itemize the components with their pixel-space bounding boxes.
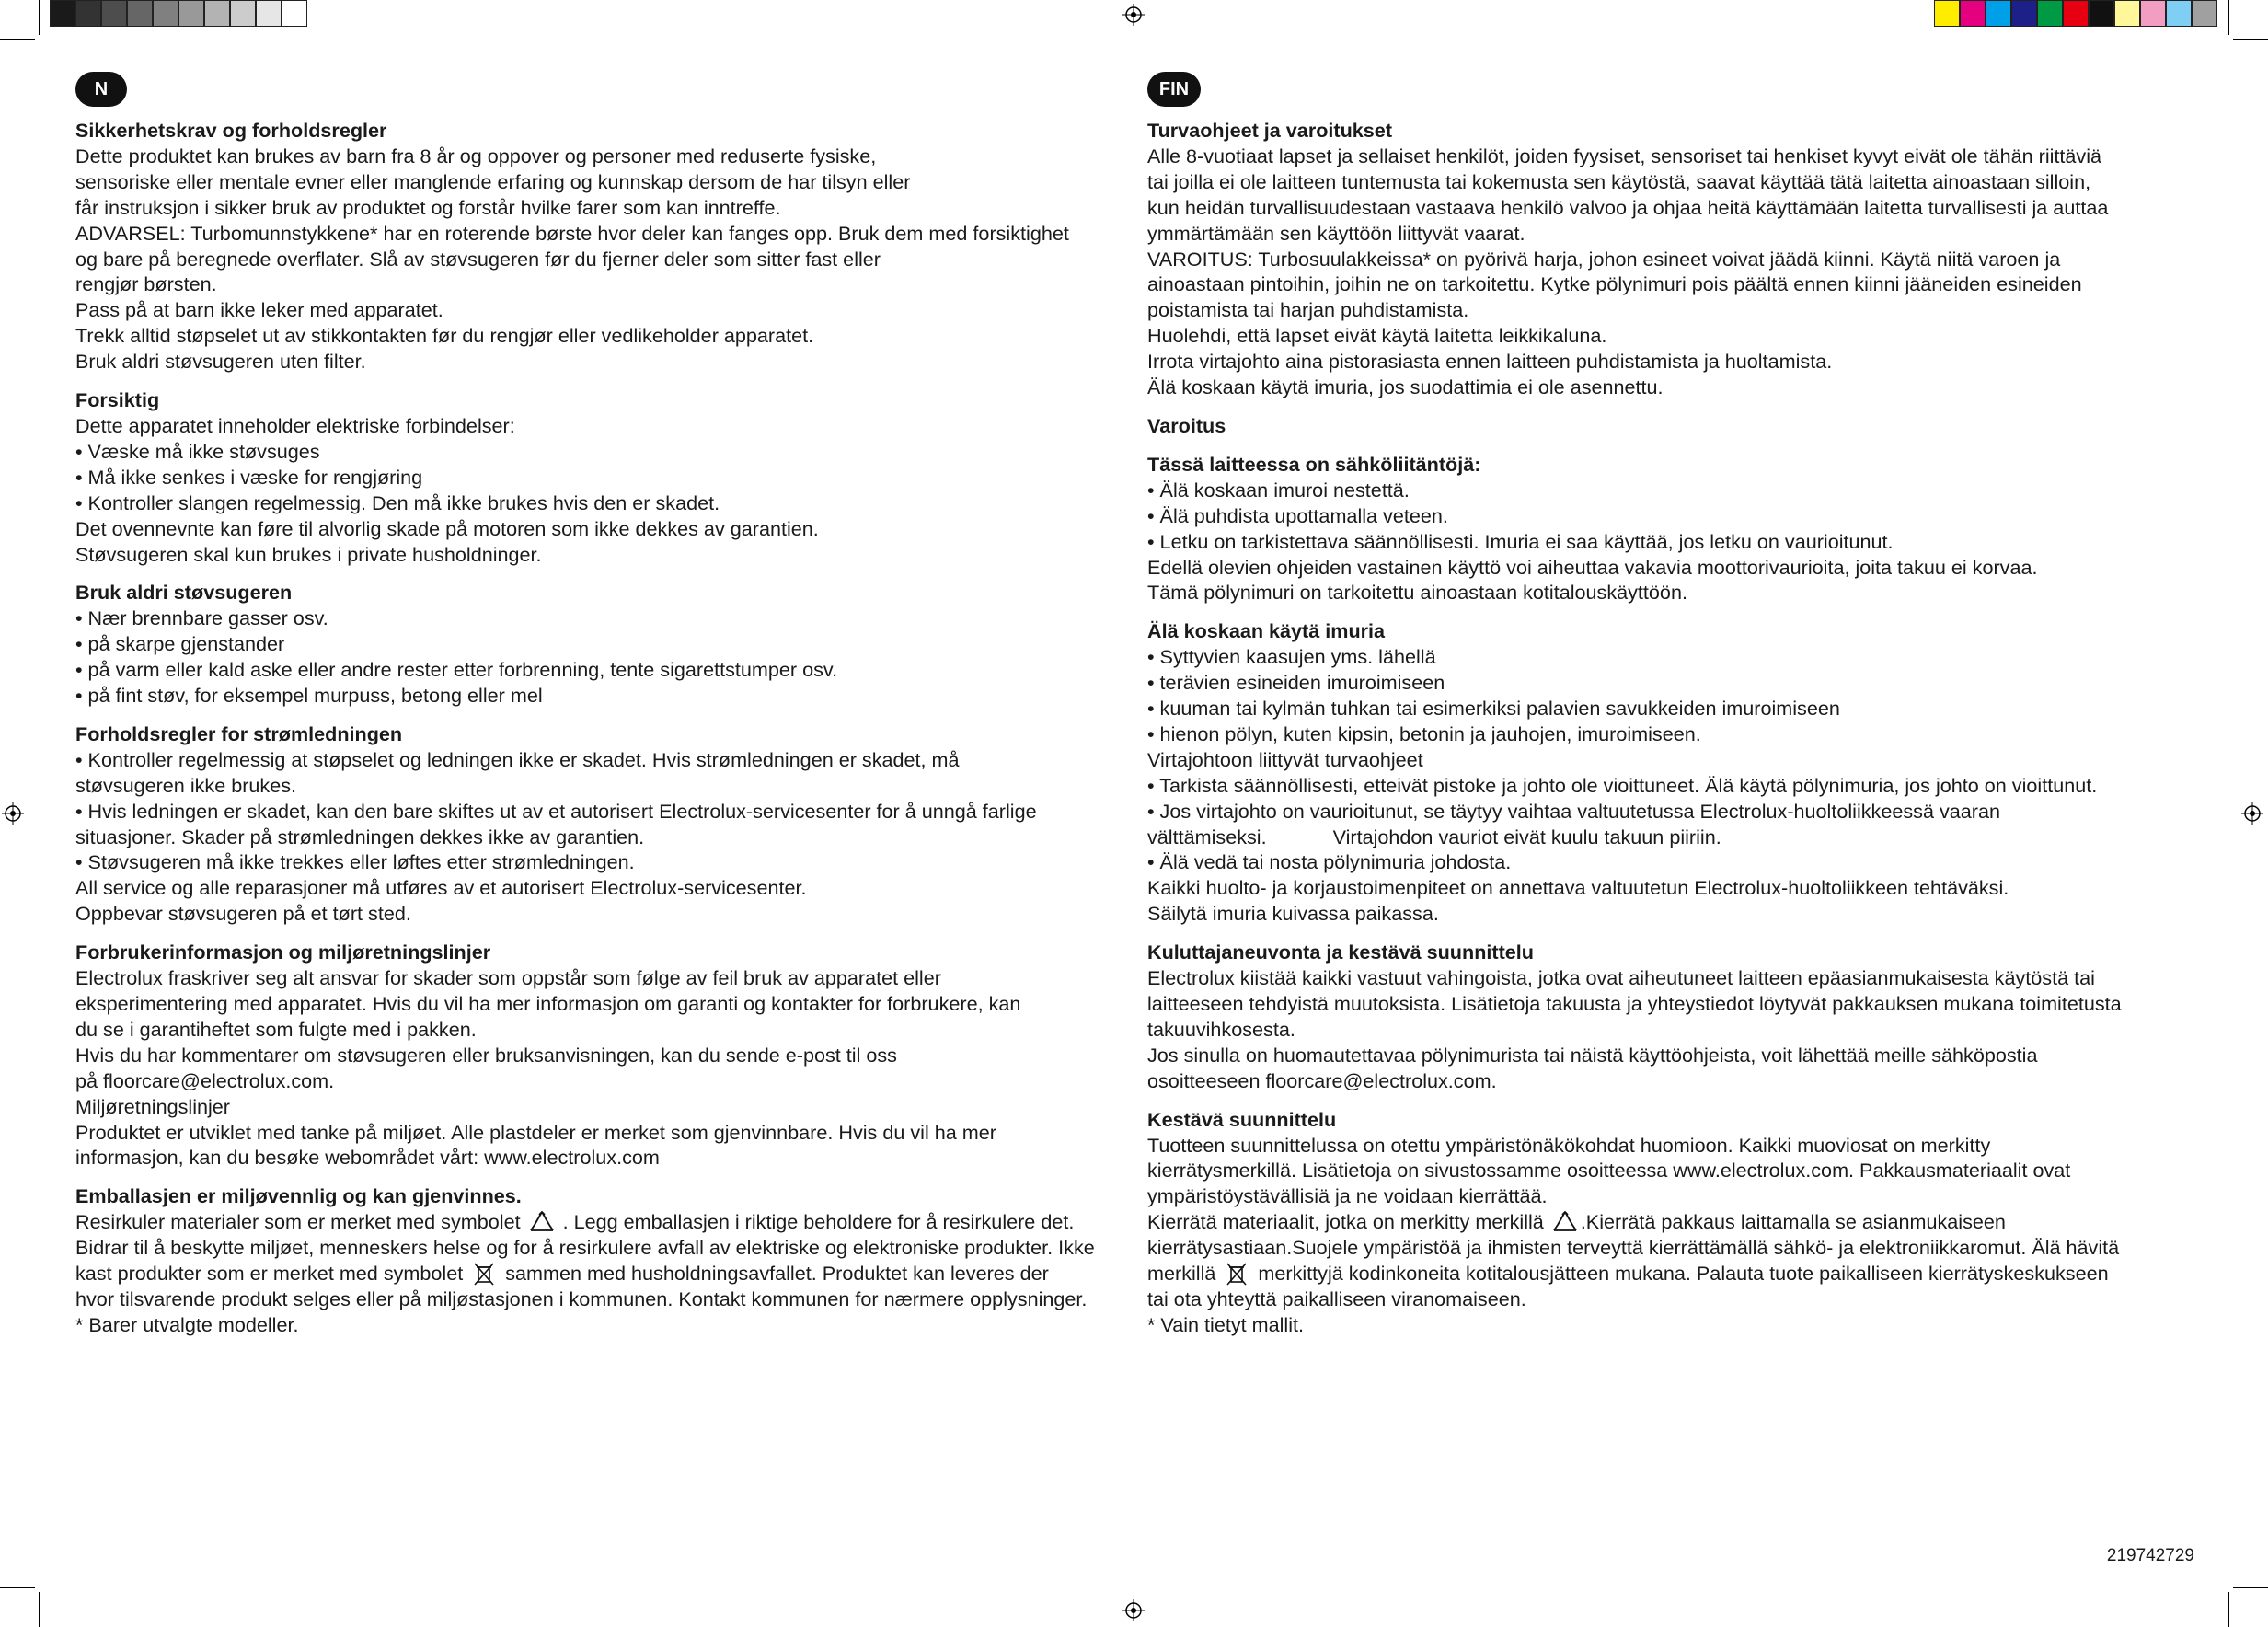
section [75,580,1124,709]
text-line: Huolehdi, että lapset eivät käytä laitetta leikkikaluna. [1147,324,1607,348]
text-line: • Hvis ledningen er skadet, kan den bare skiftes ut av et autorisert Electrolux-servicesenter for å unngå farlige [75,799,1037,823]
text-line: • på varm eller kald aske eller andre rester etter forbrenning, tente sigarettstumper osv. [75,658,838,682]
norwegian-column [75,72,1124,1351]
text-line: du se i garantiheftet som fulgte med i pakken. [75,1017,477,1041]
section-title: Forsiktig [75,388,160,412]
text-line: • på skarpe gjenstander [75,632,285,656]
text-line: Älä koskaan käytä imuria, jos suodattimia ei ole asennettu. [1147,375,1664,399]
weee-crossed-bin-icon [1221,1261,1252,1287]
color-swatch [1986,0,2011,27]
text-line: situasjoner. Skader på strømledningen dekkes ikke av garantien. [75,825,645,848]
text-line: Electrolux kiistää kaikki vastuut vahingoista, jotka ovat aiheutuneet laitteen epäasianmukaisesta käytöstä tai [1147,966,2095,990]
color-swatch [153,0,178,27]
text-line: Støvsugeren skal kun brukes i private husholdninger. [75,542,542,566]
norwegian-sections [75,118,1124,1171]
text-line: poistamista tai harjan puhdistamista. [1147,298,1469,322]
document-number: 219742729 [2106,1546,2194,1565]
text-line: Det ovennevnte kan føre til alvorlig skade på motoren som ikke dekkes av garantien. [75,516,819,540]
text-line: Alle 8-vuotiaat lapset ja sellaiset henkilöt, joiden fyysiset, sensoriset tai henkiset kyvyt eivät ole tähän riittäviä [1147,144,2102,167]
section [1147,118,2205,400]
section-title: Sikkerhetskrav og forholdsregler [75,119,387,142]
text-line: • Støvsugeren må ikke trekkes eller løftes etter strømledningen. [75,850,635,874]
text-line: og bare på beregnede overflater. Slå av støvsugeren før du fjerner deler som sitter fast eller [75,247,881,271]
text-line: kast produkter som er merket med symbolet sammen med husholdningsavfallet. Produktet kan leveres der [75,1262,1049,1286]
color-swatch [230,0,256,27]
color-calibration-strip [1934,0,2217,27]
color-swatch [2140,0,2166,27]
text-line: Produktet er utviklet med tanke på miljøet. Alle plastdeler er merket som gjenvinnbare. Hvis du vil ha mer [75,1120,996,1144]
text-line: Miljøretningslinjer [75,1094,230,1118]
text-line: välttämiseksi. Virtajohdon vauriot eivät kuulu takuun piiriin. [1147,825,1721,848]
text-line: • Syttyvien kaasujen yms. lähellä [1147,645,1436,669]
section-title: Varoitus [1147,413,1226,437]
section-title: Kestävä suunnittelu [1147,1107,1337,1131]
section [1147,413,2205,439]
language-badge: FIN [1147,72,1201,107]
sustainability-section [1147,1107,2205,1338]
registration-mark-icon [1122,4,1145,26]
text-line: All service og alle reparasjoner må utføres av et autorisert Electrolux-servicesenter. [75,876,807,900]
text-line: merkillä merkittyjä kodinkoneita kotitalousjätteen mukana. Palauta tuote paikalliseen kierrätyskeskukseen [1147,1262,2109,1286]
color-swatch [1960,0,1986,27]
section [75,387,1124,567]
text-line: informasjon, kan du besøke webområdet vårt: www.electrolux.com [75,1146,660,1170]
section-title: Forbrukerinformasjon og miljøretningslinjer [75,940,491,964]
text-line: Hvis du har kommentarer om støvsugeren eller bruksanvisningen, kan du sende e-post til oss [75,1043,897,1067]
finnish-column [1147,72,2205,1351]
recycle-icon [1549,1209,1581,1235]
crop-mark [0,1587,35,1588]
text-line: • kuuman tai kylmän tuhkan tai esimerkiksi palavien savukkeiden imuroimiseen [1147,697,1840,721]
text-line: • Nær brennbare gasser osv. [75,606,328,630]
language-badge: N [75,72,127,107]
color-swatch [2011,0,2037,27]
color-swatch [50,0,75,27]
section-title: Emballasjen er miljøvennlig og kan gjenvinnes. [75,1184,522,1208]
crop-mark [0,39,35,40]
text-line: • Letku on tarkistettava säännöllisesti. Imuria ei saa käyttää, jos letku on vaurioitunut. [1147,529,1894,553]
text-line: • Må ikke senkes i væske for rengjøring [75,465,423,489]
text-line: • på fint støv, for eksempel murpuss, betong eller mel [75,684,543,708]
color-swatch [282,0,307,27]
text-line: Säilytä imuria kuivassa paikassa. [1147,902,1439,926]
color-swatch [2114,0,2140,27]
section-title: Forholdsregler for strømledningen [75,721,403,745]
color-swatch [178,0,204,27]
crop-mark [39,0,40,35]
registration-mark-icon [2241,802,2263,825]
finnish-sections [1147,118,2205,1094]
color-swatch [2192,0,2217,27]
text-line: • Væske må ikke støvsuges [75,439,320,463]
text-line: Virtajohtoon liittyvät turvaohjeet [1147,747,1423,771]
text-line: eksperimentering med apparatet. Hvis du vil ha mer informasjon om garanti og kontakter for forbrukere, kan [75,992,1021,1015]
registration-mark-icon [1122,1599,1145,1621]
recycle-icon [526,1209,558,1235]
color-swatch [2166,0,2192,27]
crop-mark [39,1592,40,1627]
text-line: Kierrätä materiaalit, jotka on merkitty merkillä .Kierrätä pakkaus laittamalla se asianmukaiseen [1147,1210,2006,1234]
text-line: ymmärtämään sen käyttöön liittyvät vaarat. [1147,221,1525,245]
text-line: • Älä puhdista upottamalla veteen. [1147,503,1448,527]
section [75,118,1124,375]
text-line: ainoastaan pintoihin, joihin ne on tarkoitettu. Kytke pölynimuri pois päältä ennen kiinni jääneiden esineiden [1147,272,2082,296]
section [1147,940,2205,1093]
text-line: • Älä vedä tai nosta pölynimuria johdosta. [1147,850,1512,874]
text-line: får instruksjon i sikker bruk av produktet og forstår hvilke farer som kan inntreffe. [75,195,781,219]
text-line: laitteeseen tehdyistä muutoksista. Lisätietoja takuusta ja yhteystiedot löytyvät pakkauksen mukana toimitetusta [1147,992,2122,1015]
text-line: ADVARSEL: Turbomunnstykkene* har en roterende børste hvor deler kan fanges opp. Bruk dem med forsiktighet [75,221,1069,245]
section [75,940,1124,1171]
section-title: Bruk aldri støvsugeren [75,581,293,605]
text-line: tai joilla ei ole laitteen tuntemusta tai kokemusta sen käytöstä, saavat käyttää tätä laitetta ainoastaan silloin, [1147,169,2091,193]
text-line: • terävien esineiden imuroimiseen [1147,671,1445,695]
text-line: Edellä olevien ohjeiden vastainen käyttö voi aiheuttaa vakavia moottorivaurioita, joita takuu ei korvaa. [1147,555,2038,579]
section-title: Älä koskaan käytä imuria [1147,619,1386,643]
text-line: osoitteeseen floorcare@electrolux.com. [1147,1068,1497,1092]
text-line: på floorcare@electrolux.com. [75,1068,335,1092]
text-line: Jos sinulla on huomautettavaa pölynimurista tai näistä käyttöohjeista, voit lähettää meille sähköpostia [1147,1043,2038,1067]
text-line: støvsugeren ikke brukes. [75,773,297,797]
color-swatch [2089,0,2114,27]
text-line: Dette produktet kan brukes av barn fra 8 år og oppover og personer med reduserte fysiske, [75,144,877,167]
text-line: ympäristöystävällisiä ja ne voidaan kierrättää. [1147,1184,1548,1208]
weee-crossed-bin-icon [468,1261,500,1287]
text-line: tai ota yhteyttä paikalliseen viranomaiseen. [1147,1287,1526,1311]
text-line: • hienon pölyn, kuten kipsin, betonin ja jauhojen, imuroimiseen. [1147,721,1701,745]
text-line: * Vain tietyt mallit. [1147,1313,1305,1337]
text-line: hvor tilsvarende produkt selges eller på miljøstasjonen i kommunen. Kontakt kommunen for nærmere opplysninger. [75,1287,1088,1311]
color-swatch [256,0,282,27]
text-line: • Tarkista säännöllisesti, etteivät pistoke ja johto ole vioittuneet. Älä käytä pölynimuria, jos johto on vioittunut. [1147,773,2098,797]
text-line: takuuvihkosesta. [1147,1017,1295,1041]
crop-mark [2228,0,2229,35]
color-swatch [204,0,230,27]
text-line: • Kontroller regelmessig at støpselet og ledningen ikke er skadet. Hvis strømledningen er skadet, må [75,747,960,771]
text-line: Bidrar til å beskytte miljøet, menneskers helse og for å resirkulere avfall av elektriske og elektroniske produkter. Ikke [75,1236,1095,1260]
packaging-section [75,1183,1124,1338]
section-title: Kuluttajaneuvonta ja kestävä suunnittelu [1147,940,1534,964]
crop-mark [2233,1587,2268,1588]
section-title: Turvaohjeet ja varoitukset [1147,119,1393,142]
text-line: kierrätysastiaan.Suojele ympäristöä ja ihmisten terveyttä kierrättämällä sähkö- ja elektroniikkaromut. Älä hävitä [1147,1236,2120,1260]
section-title: Tässä laitteessa on sähköliitäntöjä: [1147,452,1481,476]
color-swatch [2037,0,2063,27]
grayscale-calibration-strip [50,0,307,27]
text-line: sensoriske eller mentale evner eller manglende erfaring og kunnskap dersom de har tilsyn eller [75,169,911,193]
color-swatch [2063,0,2089,27]
text-line: VAROITUS: Turbosuulakkeissa* on pyörivä harja, johon esineet voivat jäädä kiinni. Käytä niitä varoen ja [1147,247,2061,271]
color-swatch [75,0,101,27]
text-line: * Barer utvalgte modeller. [75,1313,299,1337]
section [75,721,1124,927]
text-line: Kaikki huolto- ja korjaustoimenpiteet on annettava valtuutetun Electrolux-huoltoliikkeen tehtäväksi. [1147,876,2009,900]
text-line: • Jos virtajohto on vaurioitunut, se täytyy vaihtaa valtuutetussa Electrolux-huoltoliikkeessä vaaran [1147,799,2000,823]
text-line: Tuotteen suunnittelussa on otettu ympäristönäkökohdat huomioon. Kaikki muoviosat on merkitty [1147,1133,1991,1157]
text-line: Pass på at barn ikke leker med apparatet. [75,298,443,322]
text-line: Electrolux fraskriver seg alt ansvar for skader som oppstår som følge av feil bruk av apparatet eller [75,966,941,990]
section [1147,452,2205,606]
text-line: Oppbevar støvsugeren på et tørt sted. [75,902,411,926]
text-line: • Kontroller slangen regelmessig. Den må ikke brukes hvis den er skadet. [75,490,720,514]
text-line: rengjør børsten. [75,272,217,296]
text-line: kun heidän turvallisuudestaan vastaava henkilö valvoo ja ohjaa heitä käyttämään laitetta turvallisesti ja auttaa [1147,195,2109,219]
color-swatch [127,0,153,27]
text-line: Trekk alltid støpselet ut av stikkontakten før du rengjør eller vedlikeholder apparatet. [75,324,814,348]
crop-mark [2233,39,2268,40]
text-line: Bruk aldri støvsugeren uten filter. [75,350,366,374]
text-line: Resirkuler materialer som er merket med symbolet . Legg emballasjen i riktige beholdere for å resirkulere det. [75,1210,1075,1234]
color-swatch [101,0,127,27]
text-line: Dette apparatet inneholder elektriske forbindelser: [75,413,515,437]
text-line: Irrota virtajohto aina pistorasiasta ennen laitteen puhdistamista ja huoltamista. [1147,350,1833,374]
text-line: Tämä pölynimuri on tarkoitettu ainoastaan kotitalouskäyttöön. [1147,581,1687,605]
color-swatch [1934,0,1960,27]
registration-mark-icon [2,802,24,825]
text-line: • Älä koskaan imuroi nestettä. [1147,478,1410,502]
crop-mark [2228,1592,2229,1627]
text-line: kierrätysmerkillä. Lisätietoja on sivustossamme osoitteessa www.electrolux.com. Pakkausmateriaalit ovat [1147,1159,2071,1183]
section [1147,618,2205,927]
